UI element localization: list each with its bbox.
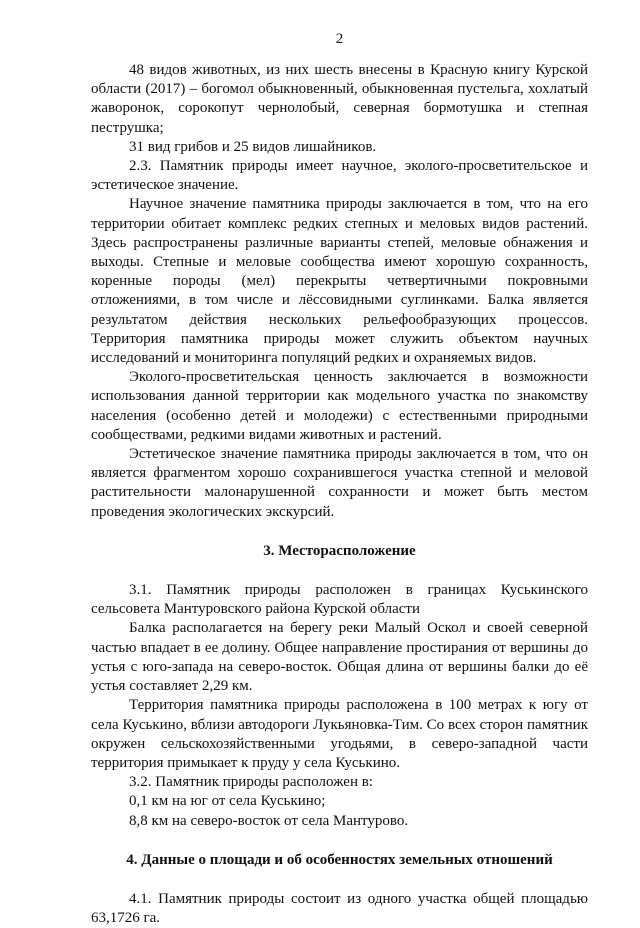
paragraph-scientific-value: Научное значение памятника природы заключается в том, что на его территории обитает комплекс редких степных и меловых видов растений. Здесь распространены различные варианты степей, меловые обнажения и выходы. Степные и меловые сообщества имеют хорошую сохранность, коренные породы (мел) перекрыты четвертичными покровными отложениями, в том числе и лёссовидными суглинками. Балка является результатом действия нескольких рельефообразующих процессов. Территория памятника природы может служить объектом научных исследований и мониторинга популяций редких и охраняемых видов. (91, 196, 588, 367)
section2-continued (91, 61, 588, 522)
section3-heading: 3. Месторасположение (263, 542, 416, 559)
paragraph-3-1: 3.1. Памятник природы расположен в границах Куськинского сельсовета Мантуровского района Курской области (91, 582, 588, 618)
paragraph-4-1: 4.1. Памятник природы состоит из одного участка общей площадью 63,1726 га. (91, 890, 588, 927)
paragraph-2-3: 2.3. Памятник природы имеет научное, эколого-просветительское и эстетическое значение. (91, 158, 588, 194)
page-number: 2 (335, 31, 344, 47)
paragraph-distance-kuskino: 0,1 км на юг от села Куськино; (129, 793, 326, 810)
section4-heading: 4. Данные о площади и об особенностях земельных отношений (126, 851, 553, 868)
section3-body (91, 581, 588, 831)
paragraph-territory: Территория памятника природы расположена в 100 метрах к югу от села Куськино, вблизи автодороги Лукьяновка-Тим. Со всех сторон памятник окружен сельскохозяйственными угодьями, в северо-западной части территория примыкает к пруду у села Куськино. (91, 697, 588, 771)
paragraph-educational-value: Эколого-просветительская ценность заключается в возможности использования данной территории как модельного участка по знакомству населения (особенно детей и молодежи) с естественными природными сообществами, редкими видами животных и растений. (91, 369, 588, 443)
section4-body (91, 890, 588, 928)
paragraph-distance-manturovo: 8,8 км на северо-восток от села Мантурово. (129, 812, 409, 829)
paragraph-3-2: 3.2. Памятник природы расположен в: (129, 774, 373, 791)
paragraph-aesthetic-value: Эстетическое значение памятника природы заключается в том, что он является фрагментом хорошо сохранившегося участка степной и меловой растительности малонарушенной сохранности и может быть местом проведения экологических экскурсий. (91, 446, 588, 520)
paragraph-fungi: 31 вид грибов и 25 видов лишайников. (129, 138, 377, 155)
paragraph-animals: 48 видов животных, из них шесть внесены в Красную книгу Курской области (2017) – богомол обыкновенный, обыкновенная пустельга, хохлатый жаворонок, сорокопут чернолобый, северная бормотушка и степная пеструшка; (91, 62, 588, 136)
paragraph-gully: Балка располагается на берегу реки Малый Оскол и своей северной частью впадает в ее долину. Общее направление простирания от вершины до устья с юго-запада на северо-восток. Общая длина от вершины балки до её устья составляет 2,29 км. (91, 620, 588, 695)
